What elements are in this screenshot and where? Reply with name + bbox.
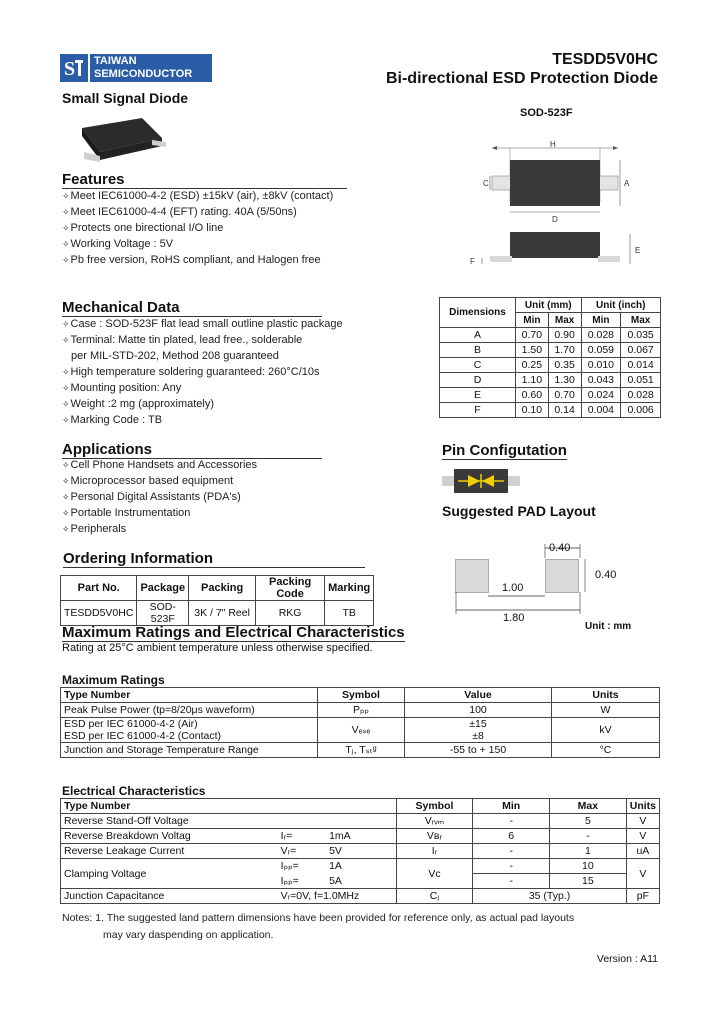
cell: V: [626, 814, 659, 829]
cell: 1.50: [516, 343, 549, 358]
cell: -55 to + 150: [405, 743, 552, 758]
cell: 6: [473, 829, 550, 844]
list-item: ✧ Mounting position: Any: [62, 380, 343, 396]
pad-dimension-lines: [440, 540, 630, 628]
cell: F: [440, 403, 516, 418]
applications-list: [62, 457, 257, 537]
pad-total-value: 1.80: [503, 612, 525, 624]
table-row: [61, 844, 660, 859]
list-item-continued: per MIL-STD-202, Method 208 guaranteed: [71, 350, 279, 362]
max-ratings-title: Maximum Ratings: [62, 673, 165, 687]
package-photo: [70, 112, 170, 168]
cell: W: [552, 703, 660, 718]
cell: 0.25: [516, 358, 549, 373]
cell: 3K / 7" Reel: [189, 601, 256, 626]
cell: 0.70: [516, 328, 549, 343]
col-header: Type Number: [61, 688, 318, 703]
cell: [405, 718, 552, 743]
cell: 0.014: [621, 358, 661, 373]
cell: 0.60: [516, 388, 549, 403]
col-header: Min: [473, 799, 550, 814]
cell: SOD-523F: [137, 601, 189, 626]
cell: Tⱼ, Tₛₜᵍ: [318, 743, 405, 758]
list-item: ✧ Protects one birectional I/O line: [62, 220, 333, 236]
list-item: ✧ Personal Digital Assistants (PDA's): [62, 489, 257, 505]
brand-line-1: TAIWAN: [94, 55, 137, 67]
package-label: SOD-523F: [520, 107, 573, 119]
cell-line: ±15: [469, 718, 487, 730]
max-ratings-table: [60, 687, 660, 758]
list-item: ✧ Peripherals: [62, 521, 257, 537]
list-item: ✧ Portable Instrumentation: [62, 505, 257, 521]
notes-line-2: may vary daspending on application.: [103, 929, 274, 941]
cell: 0.051: [621, 373, 661, 388]
list-item: ✧ Pb free version, RoHS compliant, and Halogen free: [62, 252, 333, 268]
cell: 0.004: [581, 403, 621, 418]
table-row: [440, 358, 661, 373]
cell: V: [626, 859, 659, 889]
ratings-title: Maximum Ratings and Electrical Characteristics: [62, 624, 405, 641]
cell: Iᵣ: [396, 844, 473, 859]
dim-label-a: A: [624, 179, 630, 188]
col-header: Package: [137, 576, 189, 601]
dimensions-table: [439, 297, 661, 418]
table-row: [61, 743, 660, 758]
cell: Vᵣ=: [278, 844, 326, 859]
cell: 0.35: [548, 358, 581, 373]
dim-label-d: D: [552, 215, 558, 224]
table-row: [61, 814, 660, 829]
table-row: [440, 373, 661, 388]
cell: Cⱼ: [396, 889, 473, 904]
pin-config-title: Pin Configutation: [442, 442, 567, 459]
applications-title: Applications: [62, 441, 322, 459]
cell: Iₚₚ=: [278, 859, 326, 874]
cell: -: [473, 844, 550, 859]
cell: 0.10: [516, 403, 549, 418]
product-type: Small Signal Diode: [62, 90, 189, 106]
col-header: Symbol: [318, 688, 405, 703]
table-row: [440, 403, 661, 418]
pad-width-value: 0.40: [549, 542, 571, 554]
dim-label-h: H: [550, 140, 556, 149]
cell: 0.043: [581, 373, 621, 388]
cell: 1.30: [548, 373, 581, 388]
pad-unit: Unit : mm: [585, 621, 632, 632]
svg-text:S: S: [64, 58, 76, 80]
cell: 0.024: [581, 388, 621, 403]
cell: Pₚₚ: [318, 703, 405, 718]
cell: A: [440, 328, 516, 343]
list-item: ✧ Terminal: Matte tin plated, lead free., solderable: [62, 332, 343, 348]
table-row: [61, 829, 660, 844]
cell: 5A: [326, 874, 396, 889]
cell: 1A: [326, 859, 396, 874]
cell: 0.010: [581, 358, 621, 373]
cell: Junction Capacitance: [61, 889, 278, 904]
cell: 0.70: [548, 388, 581, 403]
col-header: Value: [405, 688, 552, 703]
col-header: Symbol: [396, 799, 473, 814]
brand-line-2: SEMICONDUCTOR: [94, 68, 193, 80]
dim-label-e: E: [635, 246, 641, 255]
list-item: ✧ Meet IEC61000-4-2 (ESD) ±15kV (air), ±8kV (contact): [62, 188, 333, 204]
mechanical-title: Mechanical Data: [62, 299, 322, 317]
cell: Reverse Breakdown Voltag: [61, 829, 278, 844]
cell: Iₚₚ=: [278, 874, 326, 889]
part-number-title: TESDD5V0HC: [552, 51, 658, 68]
company-logo: [60, 54, 212, 82]
cell: °C: [552, 743, 660, 758]
features-list: [62, 188, 333, 268]
cell: -: [473, 814, 550, 829]
cell: 0.028: [581, 328, 621, 343]
cell: Iᵣ=: [278, 829, 326, 844]
table-row: [61, 718, 660, 743]
list-item: ✧ Marking Code : TB: [62, 412, 343, 428]
ordering-title: Ordering Information: [63, 550, 365, 568]
table-row: [440, 388, 661, 403]
pad-gap-value: 1.00: [502, 582, 524, 594]
list-item: ✧ Case : SOD-523F flat lead small outline plastic package: [62, 316, 343, 332]
sub-header: Min: [516, 313, 549, 328]
cell: TESDD5V0HC: [61, 601, 137, 626]
cell: 0.028: [621, 388, 661, 403]
list-item: ✧ Working Voltage : 5V: [62, 236, 333, 252]
elec-table: [60, 798, 660, 904]
cell: B: [440, 343, 516, 358]
list-item: ✧ Cell Phone Handsets and Accessories: [62, 457, 257, 473]
cell: 100: [405, 703, 552, 718]
cell: -: [550, 829, 627, 844]
cell: C: [440, 358, 516, 373]
table-row: [440, 328, 661, 343]
list-item: [62, 348, 343, 364]
cell: 0.14: [548, 403, 581, 418]
cell: pF: [626, 889, 659, 904]
col-header: Packing: [189, 576, 256, 601]
cell: uA: [626, 844, 659, 859]
col-header: Units: [552, 688, 660, 703]
table-row: [61, 859, 660, 874]
cell: Vₑₛₑ: [318, 718, 405, 743]
subtitle: Bi-directional ESD Protection Diode: [385, 70, 658, 87]
mechanical-list: [62, 316, 343, 428]
cell: Junction and Storage Temperature Range: [61, 743, 318, 758]
cell: 1: [550, 844, 627, 859]
cell: Clamping Voltage: [61, 859, 278, 889]
cell: V: [626, 829, 659, 844]
pad-height-value: 0.40: [595, 569, 617, 581]
features-title: Features: [62, 171, 347, 189]
col-header: Units: [626, 799, 659, 814]
logo-mark-icon: [60, 54, 88, 82]
col-header: Part No.: [61, 576, 137, 601]
elec-title: Electrical Characteristics: [62, 784, 206, 798]
dim-label-f: F: [470, 257, 475, 266]
cell: [61, 718, 318, 743]
cell: 0.067: [621, 343, 661, 358]
cell: [326, 814, 396, 829]
sub-header: Max: [621, 313, 661, 328]
col-header: Type Number: [61, 799, 397, 814]
cell: 0.90: [548, 328, 581, 343]
dim-header: Dimensions: [440, 298, 516, 328]
cell: 1.70: [548, 343, 581, 358]
list-item: ✧ Microprocessor based equipment: [62, 473, 257, 489]
table-row: [61, 703, 660, 718]
ratings-note: Rating at 25°C ambient temperature unless otherwise specified.: [62, 642, 373, 654]
cell: kV: [552, 718, 660, 743]
mm-header: Unit (mm): [516, 298, 582, 313]
cell: 5: [550, 814, 627, 829]
cell: Reverse Stand-Off Voltage: [61, 814, 278, 829]
col-header: Max: [550, 799, 627, 814]
cell: Vᵣᵥₘ: [396, 814, 473, 829]
table-row: [440, 343, 661, 358]
cell: 0.006: [621, 403, 661, 418]
ordering-table: [60, 575, 374, 626]
list-item: ✧ High temperature soldering guaranteed: 260°C/10s: [62, 364, 343, 380]
version-label: Version : A11: [596, 953, 658, 965]
cell: 1.10: [516, 373, 549, 388]
cell: Vʙᵣ: [396, 829, 473, 844]
list-item: ✧ Weight :2 mg (approximately): [62, 396, 343, 412]
cell: -: [473, 859, 550, 874]
list-item: ✧ Meet IEC61000-4-4 (EFT) rating. 40A (5/50ns): [62, 204, 333, 220]
notes-line-1: Notes: 1. The suggested land pattern dimensions have been provided for reference only, as actual pad layouts: [62, 912, 575, 924]
cell: 10: [550, 859, 627, 874]
table-row: [61, 889, 660, 904]
pad-layout-title: Suggested PAD Layout: [442, 503, 596, 519]
cell: RKG: [256, 601, 325, 626]
cell-line: ±8: [472, 730, 484, 742]
cell: Vc: [396, 859, 473, 889]
table-row: [61, 601, 374, 626]
inch-header: Unit (inch): [581, 298, 660, 313]
dim-label-c: C: [483, 179, 489, 188]
sub-header: Min: [581, 313, 621, 328]
cell: -: [473, 874, 550, 889]
cell: 5V: [326, 844, 396, 859]
cell: D: [440, 373, 516, 388]
package-outline-drawing: [470, 140, 650, 270]
cell-line: ESD per IEC 61000-4-2 (Air): [64, 718, 198, 730]
cell: 0.035: [621, 328, 661, 343]
sub-header: Max: [548, 313, 581, 328]
cell: Vᵣ=0V, f=1.0MHz: [278, 889, 396, 904]
pin-config-diagram: [442, 467, 520, 495]
cell: 15: [550, 874, 627, 889]
cell: [278, 814, 326, 829]
cell: Peak Pulse Power (tp=8/20μs waveform): [61, 703, 318, 718]
cell: E: [440, 388, 516, 403]
col-header: Marking: [325, 576, 374, 601]
cell: 0.059: [581, 343, 621, 358]
cell-line: ESD per IEC 61000-4-2 (Contact): [64, 730, 221, 742]
cell: 35 (Typ.): [473, 889, 626, 904]
cell: 1mA: [326, 829, 396, 844]
cell: Reverse Leakage Current: [61, 844, 278, 859]
cell: TB: [325, 601, 374, 626]
col-header: Packing Code: [256, 576, 325, 601]
